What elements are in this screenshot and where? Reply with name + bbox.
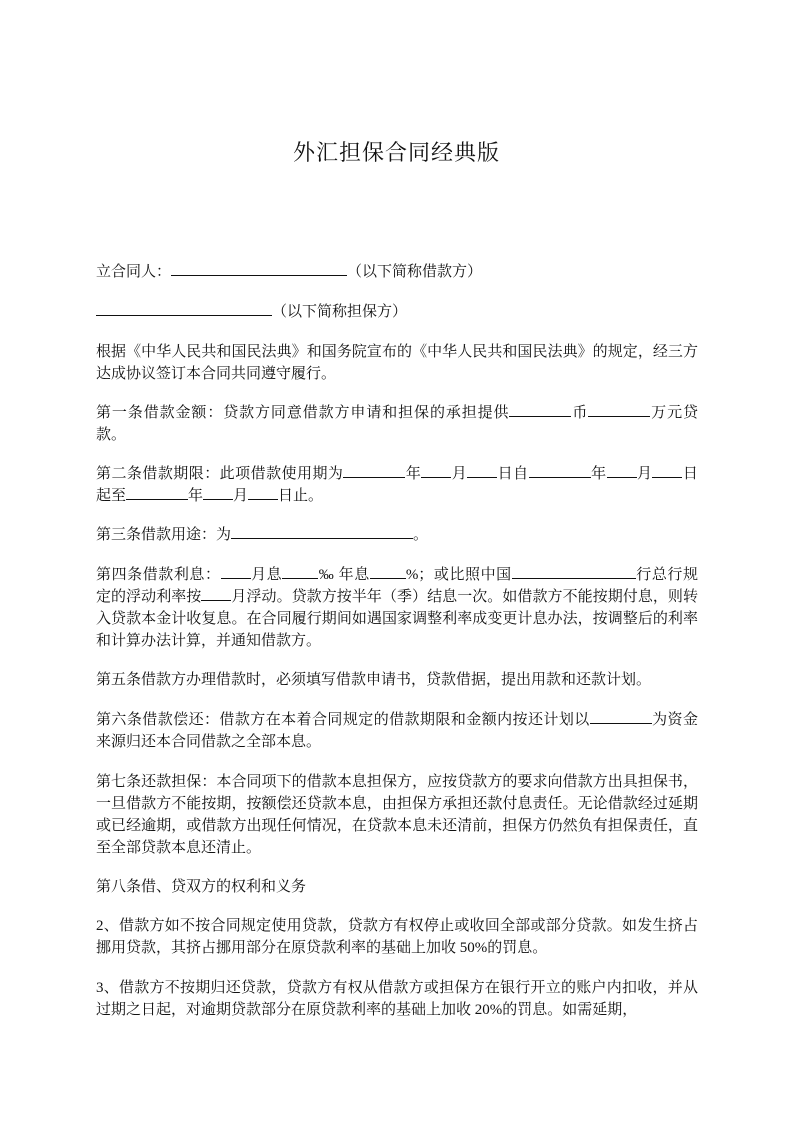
blank	[652, 463, 682, 478]
text: 月浮动。贷款方按半年（季）结息一次。如借款方不能按期付息，则转入贷款本金计收复息。在合同履行期间如遇国家调整利率成变更计息办法，按调整后的利率和计算办法计算，并通知借款方。	[96, 589, 698, 649]
preamble: 根据《中华人民共和国民法典》和国务院宣布的《中华人民共和国民法典》的规定，经三方达成协议签订本合同共同遵守履行。	[96, 344, 698, 382]
borrower-line	[96, 261, 698, 283]
article-7: 第七条还款担保：本合同项下的借款本息担保方，应按贷款方的要求向借款方出具担保书，一旦借款方不能按期，按额偿还贷款本息，由担保方承担还款付息责任。无论借款经过延期或已经逾期，或借款方出现任何情况，在贷款本息未还清前，担保方仍然负有担保责任，直至全部贷款本息还清止。	[96, 774, 698, 856]
article-8-item-2: 2、借款方如不按合同规定使用贷款，贷款方有权停止或收回全部或部分贷款。如发生挤占挪用贷款，其挤占挪用部分在原贷款利率的基础上加收 50%的罚息。	[96, 918, 698, 956]
text: 月	[636, 466, 653, 482]
blank	[421, 463, 451, 478]
text: 月	[451, 466, 468, 482]
blank	[126, 485, 188, 500]
text: 第四条借款利息：	[96, 567, 221, 583]
article-6	[96, 709, 698, 753]
text: 日止。	[278, 488, 324, 504]
text: 。	[413, 527, 429, 543]
text: 月	[233, 488, 249, 504]
text: 日起至	[96, 466, 698, 504]
borrower-blank	[171, 261, 347, 276]
blank	[343, 463, 405, 478]
blank	[221, 564, 251, 579]
text: 日自	[497, 466, 529, 482]
guarantor-blank	[96, 301, 272, 316]
article-2	[96, 463, 698, 507]
text: 为资金来源归还本合同借款之全部本息。	[96, 712, 698, 750]
article-8: 第八条借、贷双方的权利和义务	[96, 879, 307, 895]
blank	[588, 402, 650, 417]
article-8-item-3: 3、借款方不按期归还贷款，贷款方有权从借款方或担保方在银行开立的账户内扣收，并从过期之日起，对逾期贷款部分在原贷款利率的基础上加收 20%的罚息。如需延期，	[96, 980, 698, 1018]
blank	[231, 524, 413, 539]
text: ‰ 年息	[318, 567, 370, 583]
blank	[467, 463, 497, 478]
blank	[203, 485, 233, 500]
blank	[282, 564, 318, 579]
text: 月息	[250, 567, 283, 583]
blank	[607, 463, 637, 478]
article-1	[96, 402, 698, 446]
document-title: 外汇担保合同经典版	[292, 140, 500, 165]
guarantor-line	[96, 301, 698, 323]
article-5: 第五条借款方办理借款时，必须填写借款申请书，贷款借据，提出用款和还款计划。	[96, 672, 652, 688]
blank	[248, 485, 278, 500]
text: 币	[571, 405, 589, 421]
article-3	[96, 524, 698, 546]
text: 年	[590, 466, 607, 482]
blank	[201, 586, 231, 601]
text: 万元贷款。	[96, 405, 698, 443]
blank	[509, 402, 571, 417]
text: 第三条借款用途：为	[96, 527, 232, 543]
text: 行总行规定的浮动利率按	[96, 567, 698, 605]
text: 第一条借款金额：贷款方同意借款方申请和担保的承担提供	[96, 405, 510, 421]
text: 第六条借款偿还：借款方在本着合同规定的借款期限和金额内按还计划以	[96, 712, 590, 728]
article-4	[96, 564, 698, 652]
label: （以下简称担保方）	[272, 304, 408, 320]
text: %；或比照中国	[405, 567, 512, 583]
text: 年	[188, 488, 204, 504]
label: 立合同人：	[96, 264, 172, 280]
label: （以下简称借款方）	[347, 264, 483, 280]
blank	[512, 564, 636, 579]
text: 第二条借款期限：此项借款使用期为	[96, 466, 344, 482]
text: 年	[405, 466, 422, 482]
blank	[529, 463, 591, 478]
blank	[370, 564, 406, 579]
blank	[590, 709, 652, 724]
